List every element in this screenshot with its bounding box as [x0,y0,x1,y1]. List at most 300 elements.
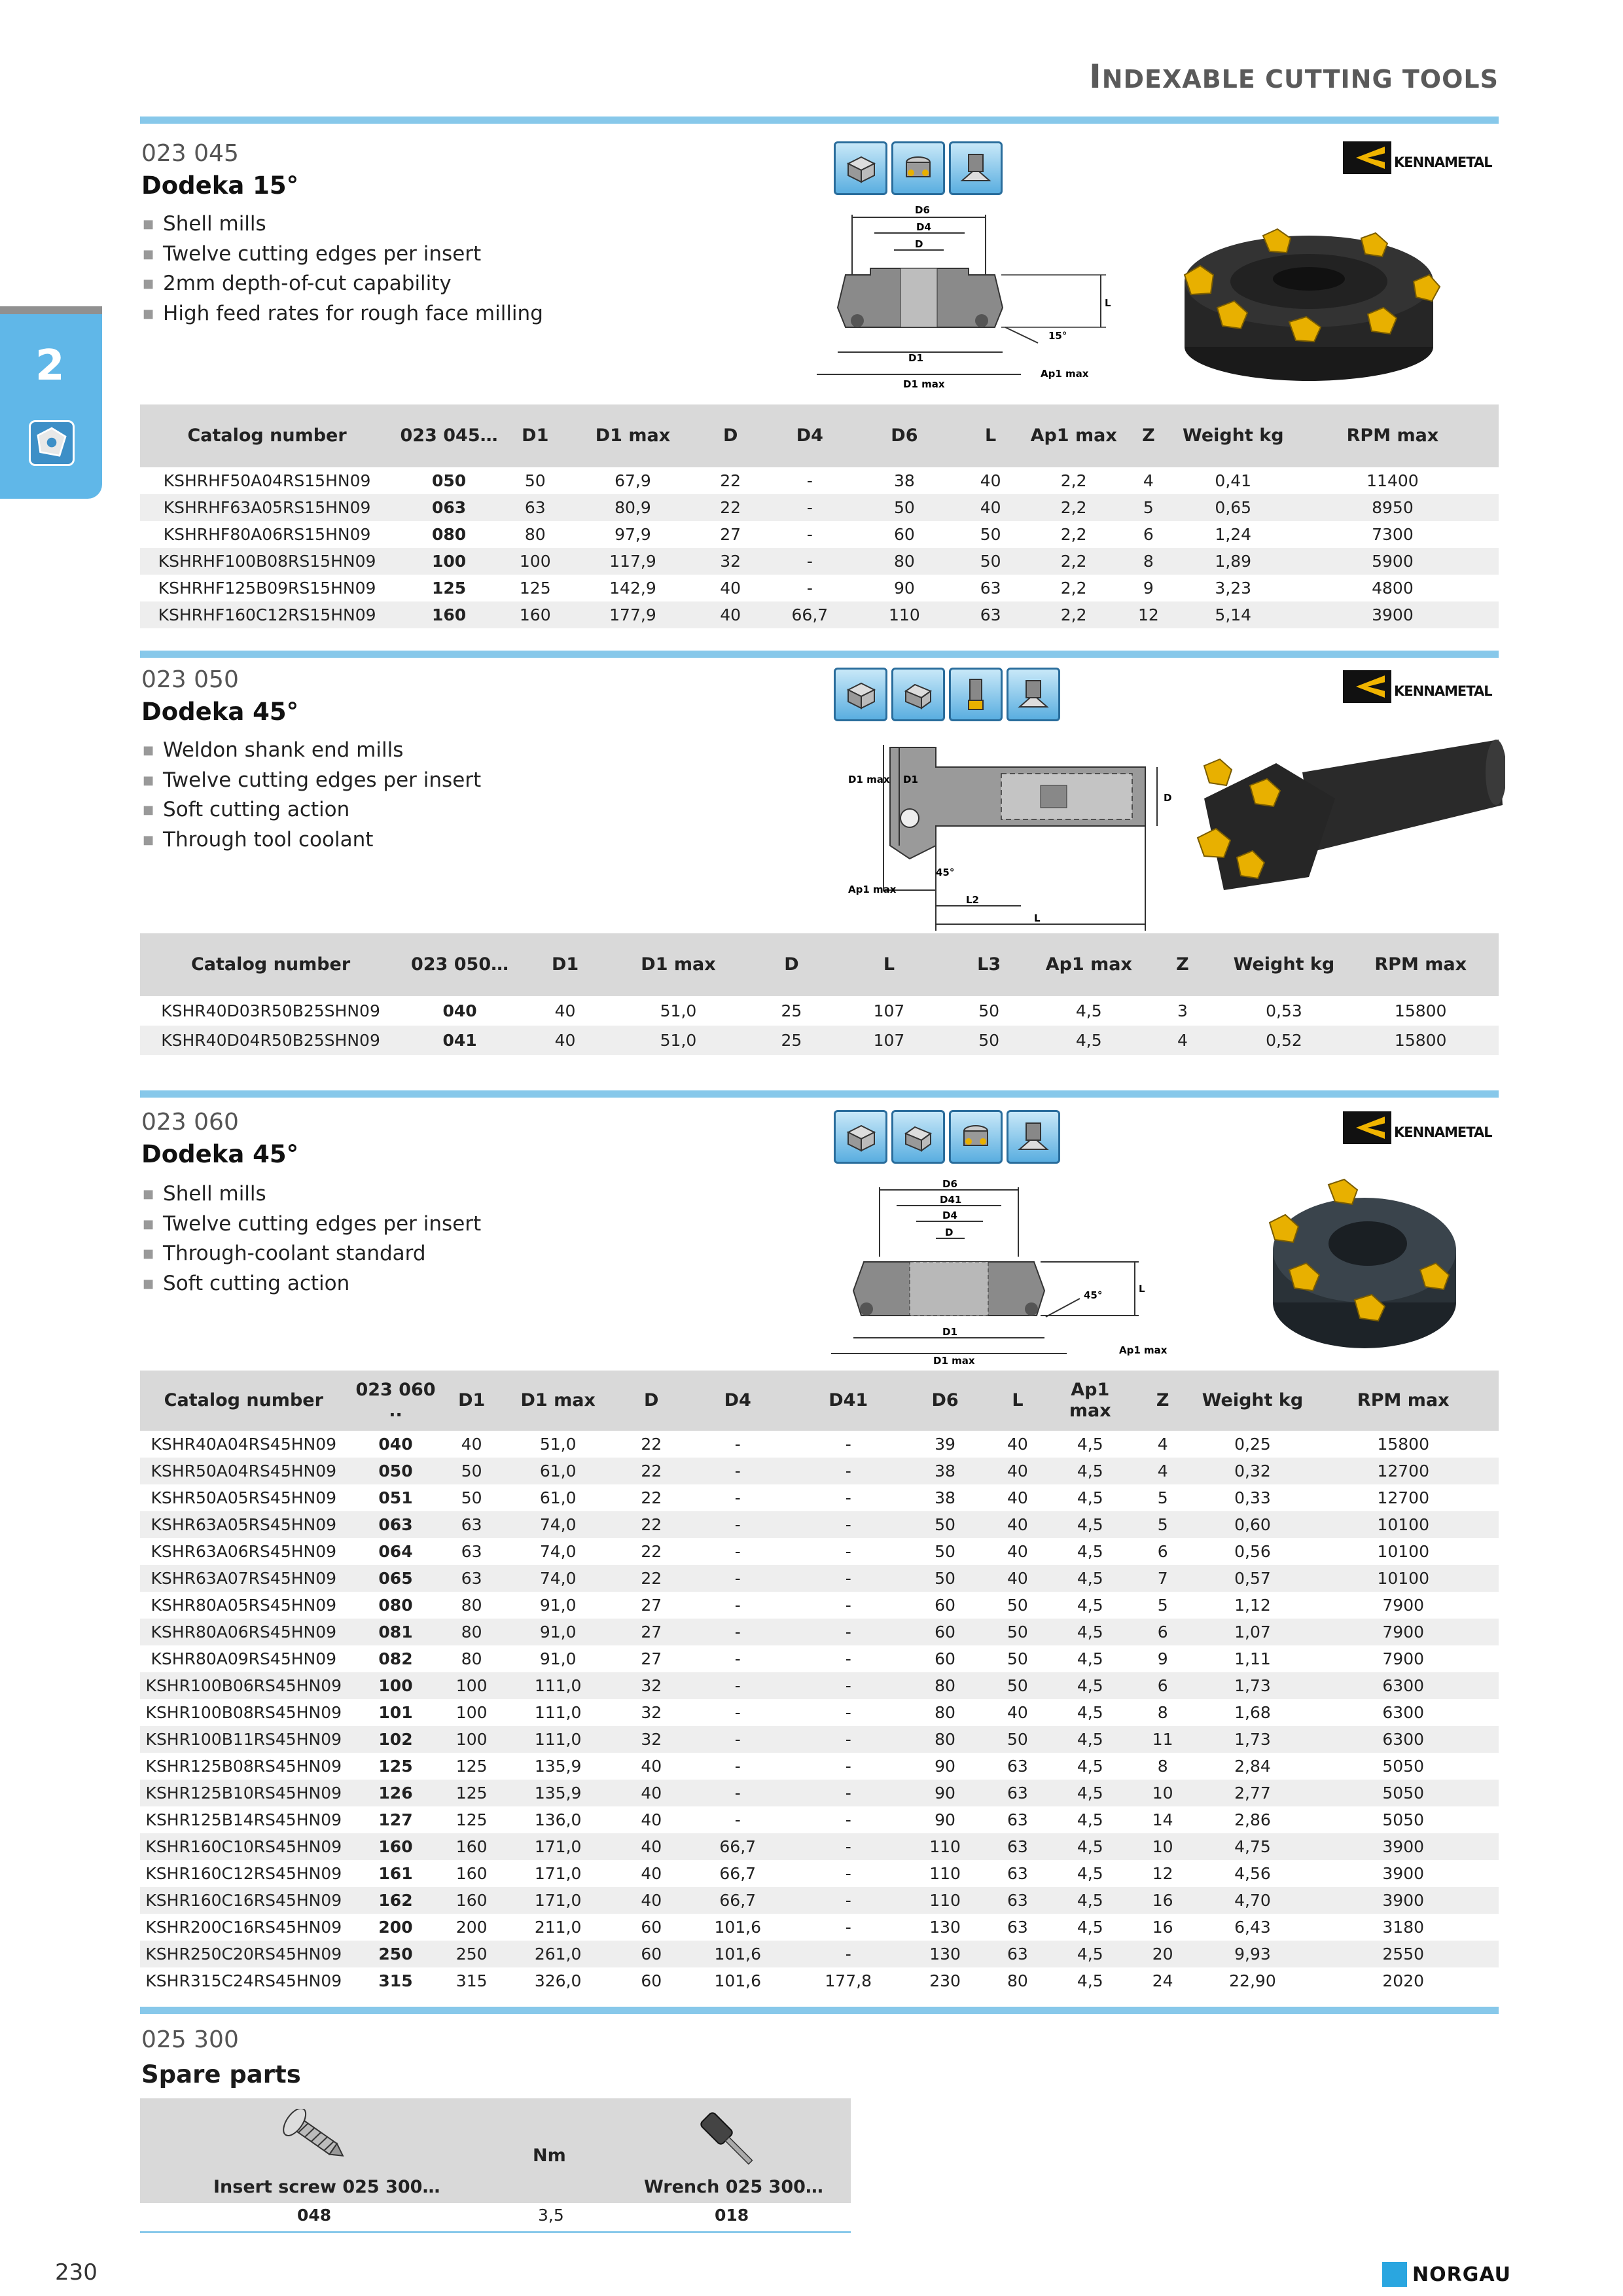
catalog-number-cell: KSHR63A07RS45HN09 [140,1565,348,1592]
table-cell: 32 [699,548,762,575]
page-number: 230 [55,2259,98,2286]
dim-label: Ap1 max [1041,368,1089,380]
order-code-cell: 080 [431,525,467,544]
spec-table-023045 [140,404,1499,628]
table-cell: 51,0 [539,1435,577,1454]
column-header: Z [1128,1371,1198,1431]
table-cell: 50 [461,1488,482,1507]
table-cell: 80 [907,1726,983,1753]
table-cell: 135,9 [534,1757,582,1776]
table-row [140,1726,1499,1753]
table-cell: 5 [1128,1511,1198,1538]
table-cell: 4,5 [1077,1757,1103,1776]
table-cell: 14 [1152,1810,1173,1829]
column-header: RPM max [1308,1371,1499,1431]
dim-label: D1 [942,1326,957,1338]
face-milling-icon [834,668,887,721]
table-cell: 4,5 [1038,1026,1139,1055]
table-cell: 6,43 [1234,1918,1271,1937]
table-row [140,1592,1499,1619]
table-row [140,1538,1499,1565]
table-cell: 171,0 [499,1833,617,1860]
shoulder-milling-icon [891,668,945,721]
table-cell: - [686,1780,789,1806]
order-code-cell: 200 [378,1918,413,1937]
catalog-number-cell: KSHR125B08RS45HN09 [145,1757,342,1776]
table-cell: 66,7 [686,1887,789,1914]
column-header: D1 max [567,404,700,467]
table-cell: 100 [444,1672,499,1699]
order-code-cell: 081 [348,1619,444,1645]
section-title: Dodeka 45° [141,1140,299,1168]
table-cell: 3900 [1308,1887,1499,1914]
application-icons [834,1110,1060,1164]
order-code-cell: 051 [378,1488,413,1507]
catalog-number-cell: KSHRHF80A06RS15HN09 [163,525,371,544]
order-code-cell: 040 [378,1435,413,1454]
table-cell: 160 [504,601,567,628]
table-row [140,1565,1499,1592]
table-row [140,1887,1499,1914]
torque-value: 3,5 [538,2206,564,2225]
table-cell: 3900 [1308,1833,1499,1860]
table-cell: 22 [641,1435,662,1454]
page-header-title: INDEXABLE CUTTING TOOLS [1089,58,1499,96]
table-cell: 130 [907,1941,983,1967]
table-cell: 1,12 [1234,1596,1271,1615]
column-header: D6 [858,404,951,467]
table-cell: 111,0 [534,1703,582,1722]
table-cell: 51,0 [660,1001,697,1020]
table-cell: - [845,1596,851,1615]
table-cell: 3 [1177,1001,1188,1020]
dim-label: D [915,238,923,250]
order-code-cell: 126 [348,1780,444,1806]
table-cell: - [789,1941,907,1967]
catalog-number-cell: KSHR80A05RS45HN09 [151,1596,337,1615]
kennametal-logo: KENNAMETAL [1343,670,1492,703]
column-header: Catalog number [140,404,394,467]
table-cell: 6 [1128,1672,1198,1699]
table-cell: 40 [1007,1488,1028,1507]
table-cell: 63 [1007,1810,1028,1829]
table-cell: 40 [1007,1703,1028,1722]
table-cell: 4 [1143,471,1154,490]
table-cell: 63 [983,1780,1052,1806]
dim-label: D1 max [848,774,890,785]
column-header: Catalog number [140,1371,348,1431]
table-cell: 4,5 [1077,1971,1103,1990]
table-cell: 63 [983,1887,1052,1914]
table-cell: 250 [444,1941,499,1967]
feature-item: ■ Twelve cutting edges per insert [143,241,543,271]
table-cell: 4 [1157,1435,1168,1454]
table-cell: 50 [983,1672,1052,1699]
table-cell: 15800 [1342,1026,1499,1055]
table-cell: 50 [940,1026,1038,1055]
table-row [140,1431,1499,1458]
column-header: D [745,933,838,996]
table-cell: 50 [1007,1649,1028,1668]
table-cell: 40 [720,579,741,598]
table-cell: - [845,1435,851,1454]
table-cell: 8950 [1287,494,1499,521]
table-cell: 40 [616,1833,686,1860]
table-cell: 4,5 [1052,1780,1128,1806]
table-cell: 50 [935,1542,955,1561]
table-cell: 25 [745,1026,838,1055]
table-cell: 22 [641,1542,662,1561]
catalog-number-cell: KSHR40D04R50B25SHN09 [140,1026,401,1055]
table-cell: - [734,1488,741,1507]
nm-column: Nm [533,2145,566,2166]
dim-label: D1 max [933,1355,975,1367]
dim-label: D6 [942,1178,957,1190]
table-cell: 0,53 [1266,1001,1302,1020]
end-mill-icon [949,668,1003,721]
table-cell: 32 [641,1703,662,1722]
table-row [140,548,1499,575]
table-cell: 50 [983,1726,1052,1753]
table-cell: 15800 [1394,1001,1447,1020]
milling-insert-icon [29,420,75,466]
catalog-number-cell: KSHRHF63A05RS15HN09 [140,494,394,521]
table-cell: 63 [504,494,567,521]
dim-label: L2 [966,894,979,906]
order-code-cell: 063 [348,1511,444,1538]
table-cell: 200 [455,1918,488,1937]
table-cell: 6 [1143,525,1154,544]
table-cell: 5,14 [1180,601,1287,628]
order-code-cell: 065 [348,1565,444,1592]
table-cell: - [845,1864,851,1883]
table-cell: 230 [929,1971,961,1990]
header-rule [140,117,1499,124]
table-cell: 97,9 [615,525,651,544]
order-code-cell: 063 [394,494,504,521]
table-row [140,1860,1499,1887]
table-cell: 101,6 [686,1941,789,1967]
order-code-cell: 080 [378,1596,413,1615]
end-mill-photo [1178,726,1505,916]
table-cell: - [789,1726,907,1753]
chapter-tab[interactable] [0,314,102,499]
table-cell: 7900 [1382,1649,1425,1668]
dim-label: D1 [903,774,918,785]
table-cell: 90 [935,1757,955,1776]
column-header: D1 [504,404,567,467]
table-cell: - [789,1780,907,1806]
table-cell: - [789,1672,907,1699]
dim-label: D6 [915,204,930,216]
section-code: 023 060 [141,1109,239,1136]
table-cell: 4,5 [1077,1918,1103,1937]
table-cell: 60 [641,1971,662,1990]
table-cell: 4,5 [1077,1864,1103,1883]
feature-item: ■ Soft cutting action [143,797,481,827]
table-cell: 171,0 [534,1864,582,1883]
table-cell: 27 [641,1649,662,1668]
table-cell: 107 [838,1026,940,1055]
table-cell: 0,33 [1234,1488,1271,1507]
table-cell: - [845,1488,851,1507]
table-cell: - [806,579,813,598]
table-cell: 2,84 [1234,1757,1271,1776]
table-cell: 50 [980,525,1001,544]
table-cell: 4,5 [1052,1887,1128,1914]
table-cell: 80 [1007,1971,1028,1990]
table-cell: - [845,1542,851,1561]
order-code-cell: 127 [378,1810,413,1829]
wrench-column: Wrench 025 300… [644,2177,823,2197]
spec-table-023060 [140,1371,1499,1994]
table-cell: 4,75 [1197,1833,1308,1860]
table-cell: 80 [907,1672,983,1699]
table-cell: 4,5 [1052,1672,1128,1699]
table-cell: 4,5 [1052,1511,1128,1538]
table-cell: 22 [720,471,741,490]
order-code-cell: 161 [378,1864,413,1883]
table-cell: - [789,1833,907,1860]
table-cell: 7300 [1372,525,1414,544]
table-header [140,933,1499,996]
table-row [140,1458,1499,1484]
table-cell: 142,9 [609,579,656,598]
table-cell: 50 [907,1565,983,1592]
table-cell: - [762,494,858,521]
table-row [140,1833,1499,1860]
table-cell: 40 [641,1757,662,1776]
feature-item: ■ Shell mills [143,211,543,241]
table-row [140,1780,1499,1806]
column-header: Ap1 max [1052,1371,1128,1431]
feature-item: ■ High feed rates for rough face milling [143,300,543,331]
table-cell: 22 [699,494,762,521]
table-cell: - [845,1810,851,1829]
table-cell: 4,5 [1052,1833,1128,1860]
column-header: 023 045… [394,404,504,467]
table-cell: 51,0 [612,1026,745,1055]
table-cell: 38 [935,1488,955,1507]
table-cell: 27 [641,1596,662,1615]
table-cell: 11 [1128,1726,1198,1753]
table-cell: 39 [935,1435,955,1454]
table-cell: 111,0 [499,1726,617,1753]
feature-item: ■ Twelve cutting edges per insert [143,1211,481,1241]
table-cell: 1,07 [1197,1619,1308,1645]
section-rule [140,1090,1499,1098]
table-cell: 16 [1128,1887,1198,1914]
table-cell: 91,0 [539,1649,577,1668]
table-cell: 10 [1128,1780,1198,1806]
table-cell: 40 [616,1780,686,1806]
table-cell: 100 [504,548,567,575]
table-cell: 1,68 [1234,1703,1271,1722]
table-cell: 61,0 [539,1488,577,1507]
table-cell: - [734,1596,741,1615]
catalog-number-cell: KSHRHF160C12RS15HN09 [140,601,394,628]
table-cell: 80 [461,1649,482,1668]
dim-label: Ap1 max [1119,1344,1168,1356]
table-cell: 5050 [1308,1780,1499,1806]
catalog-number-cell: KSHR250C20RS45HN09 [140,1941,348,1967]
table-cell: 50 [524,471,546,490]
section-title: Dodeka 15° [141,171,299,200]
column-header: Z [1117,404,1180,467]
table-cell: - [845,1649,851,1668]
table-cell: 2,2 [1030,601,1117,628]
table-cell: 10 [1128,1833,1198,1860]
catalog-number-cell: KSHR50A04RS45HN09 [140,1458,348,1484]
order-code-cell: 040 [442,1001,477,1020]
table-cell: 40 [1007,1435,1028,1454]
table-cell: - [734,1649,741,1668]
spec-table-023050 [140,933,1499,1055]
order-code-cell: 125 [431,579,467,598]
table-cell: 90 [935,1810,955,1829]
shell-mill-icon [891,141,945,195]
catalog-number-cell: KSHR160C10RS45HN09 [140,1833,348,1860]
table-row [140,1967,1499,1994]
dim-label: 45° [1084,1289,1103,1301]
table-cell: 117,9 [567,548,700,575]
table-cell: 0,57 [1197,1565,1308,1592]
table-cell: 110 [858,601,951,628]
table-cell: 60 [616,1941,686,1967]
table-cell: 2,2 [1030,548,1117,575]
table-cell: 22 [616,1565,686,1592]
table-cell: 4800 [1372,579,1414,598]
column-header: Ap1 max [1030,404,1117,467]
table-cell: - [806,471,813,490]
column-header: D1 max [499,1371,617,1431]
table-cell: 20 [1128,1941,1198,1967]
table-row [140,1511,1499,1538]
order-code-cell: 100 [348,1672,444,1699]
table-cell: 6300 [1382,1703,1425,1722]
table-row [140,1753,1499,1780]
section-code: 023 045 [141,140,239,167]
table-cell: 4,5 [1077,1703,1103,1722]
feature-item: ■ Through tool coolant [143,827,481,857]
dim-label: D4 [916,221,931,233]
shell-mill-photo [1263,1172,1466,1361]
table-cell: 326,0 [534,1971,582,1990]
catalog-number-cell: KSHRHF50A04RS15HN09 [163,471,371,490]
table-cell: 40 [951,494,1030,521]
dim-label: D41 [940,1194,962,1206]
order-code-cell: 100 [394,548,504,575]
table-cell: 2,2 [1060,471,1087,490]
table-cell: - [686,1726,789,1753]
table-cell: 3900 [1382,1864,1425,1883]
catalog-number-cell: KSHR40A04RS45HN09 [151,1435,337,1454]
column-header: Weight kg [1180,404,1287,467]
table-cell: 0,25 [1234,1435,1271,1454]
table-cell: 24 [1152,1971,1173,1990]
table-cell: - [845,1757,851,1776]
table-cell: 5 [1157,1596,1168,1615]
insert-screw-value: 048 [297,2206,332,2225]
column-header: 023 060 .. [348,1371,444,1431]
order-code-cell: 101 [378,1703,413,1722]
table-cell: 8 [1157,1703,1168,1722]
table-cell: 60 [893,525,915,544]
table-cell: 12700 [1308,1458,1499,1484]
table-cell: 0,41 [1215,471,1252,490]
table-cell: - [762,548,858,575]
order-code-cell: 041 [401,1026,518,1055]
catalog-number-cell: KSHR160C16RS45HN09 [140,1887,348,1914]
table-cell: 66,7 [719,1864,757,1883]
table-cell: - [734,1810,741,1829]
ramping-icon [949,141,1003,195]
table-cell: 2,2 [1060,579,1087,598]
table-cell: 50 [907,1511,983,1538]
table-cell: 177,8 [825,1971,872,1990]
table-cell: 38 [893,471,915,490]
dim-label: D1 max [903,378,945,390]
table-cell: 74,0 [499,1565,617,1592]
order-code-cell: 315 [378,1971,413,1990]
table-header [140,404,1499,467]
table-cell: 4,5 [1077,1596,1103,1615]
table-row [140,1026,1499,1055]
section-rule [140,651,1499,658]
table-cell: 3180 [1382,1918,1425,1937]
table-cell: 4,5 [1052,1458,1128,1484]
catalog-number-cell: KSHR315C24RS45HN09 [145,1971,342,1990]
table-cell: - [789,1565,907,1592]
table-cell: 10100 [1308,1565,1499,1592]
order-code-cell: 160 [348,1833,444,1860]
table-cell: 60 [907,1619,983,1645]
table-cell: 125 [455,1810,488,1829]
norgau-logo: NORGAU [1382,2262,1511,2287]
table-cell: 125 [455,1757,488,1776]
table-cell: 171,0 [499,1887,617,1914]
table-cell: 5050 [1382,1757,1425,1776]
table-cell: 91,0 [539,1596,577,1615]
table-cell: 4,5 [1052,1565,1128,1592]
table-cell: - [806,525,813,544]
feature-item: ■ 2mm depth-of-cut capability [143,270,543,300]
table-cell: 100 [444,1726,499,1753]
table-cell: - [734,1703,741,1722]
catalog-number-cell: KSHR100B08RS45HN09 [145,1703,342,1722]
table-cell: 0,60 [1197,1511,1308,1538]
table-cell: 0,56 [1234,1542,1271,1561]
table-cell: 2020 [1382,1971,1425,1990]
catalog-number-cell: KSHRHF100B08RS15HN09 [140,548,394,575]
table-cell: 32 [616,1672,686,1699]
table-cell: 63 [444,1565,499,1592]
catalog-number-cell: KSHR63A05RS45HN09 [140,1511,348,1538]
table-cell: 27 [616,1619,686,1645]
shoulder-milling-icon [891,1110,945,1164]
catalog-number-cell: KSHRHF125B09RS15HN09 [158,579,376,598]
order-code-cell: 250 [348,1941,444,1967]
table-cell: 40 [554,1001,576,1020]
table-cell: 6 [1128,1619,1198,1645]
table-cell: 50 [1007,1596,1028,1615]
column-header: L3 [940,933,1038,996]
insert-screw-column: Insert screw 025 300… [213,2177,440,2197]
wrench-icon [688,2104,767,2176]
table-cell: 110 [929,1864,961,1883]
table-cell: - [845,1918,851,1937]
column-header: 023 050… [401,933,518,996]
